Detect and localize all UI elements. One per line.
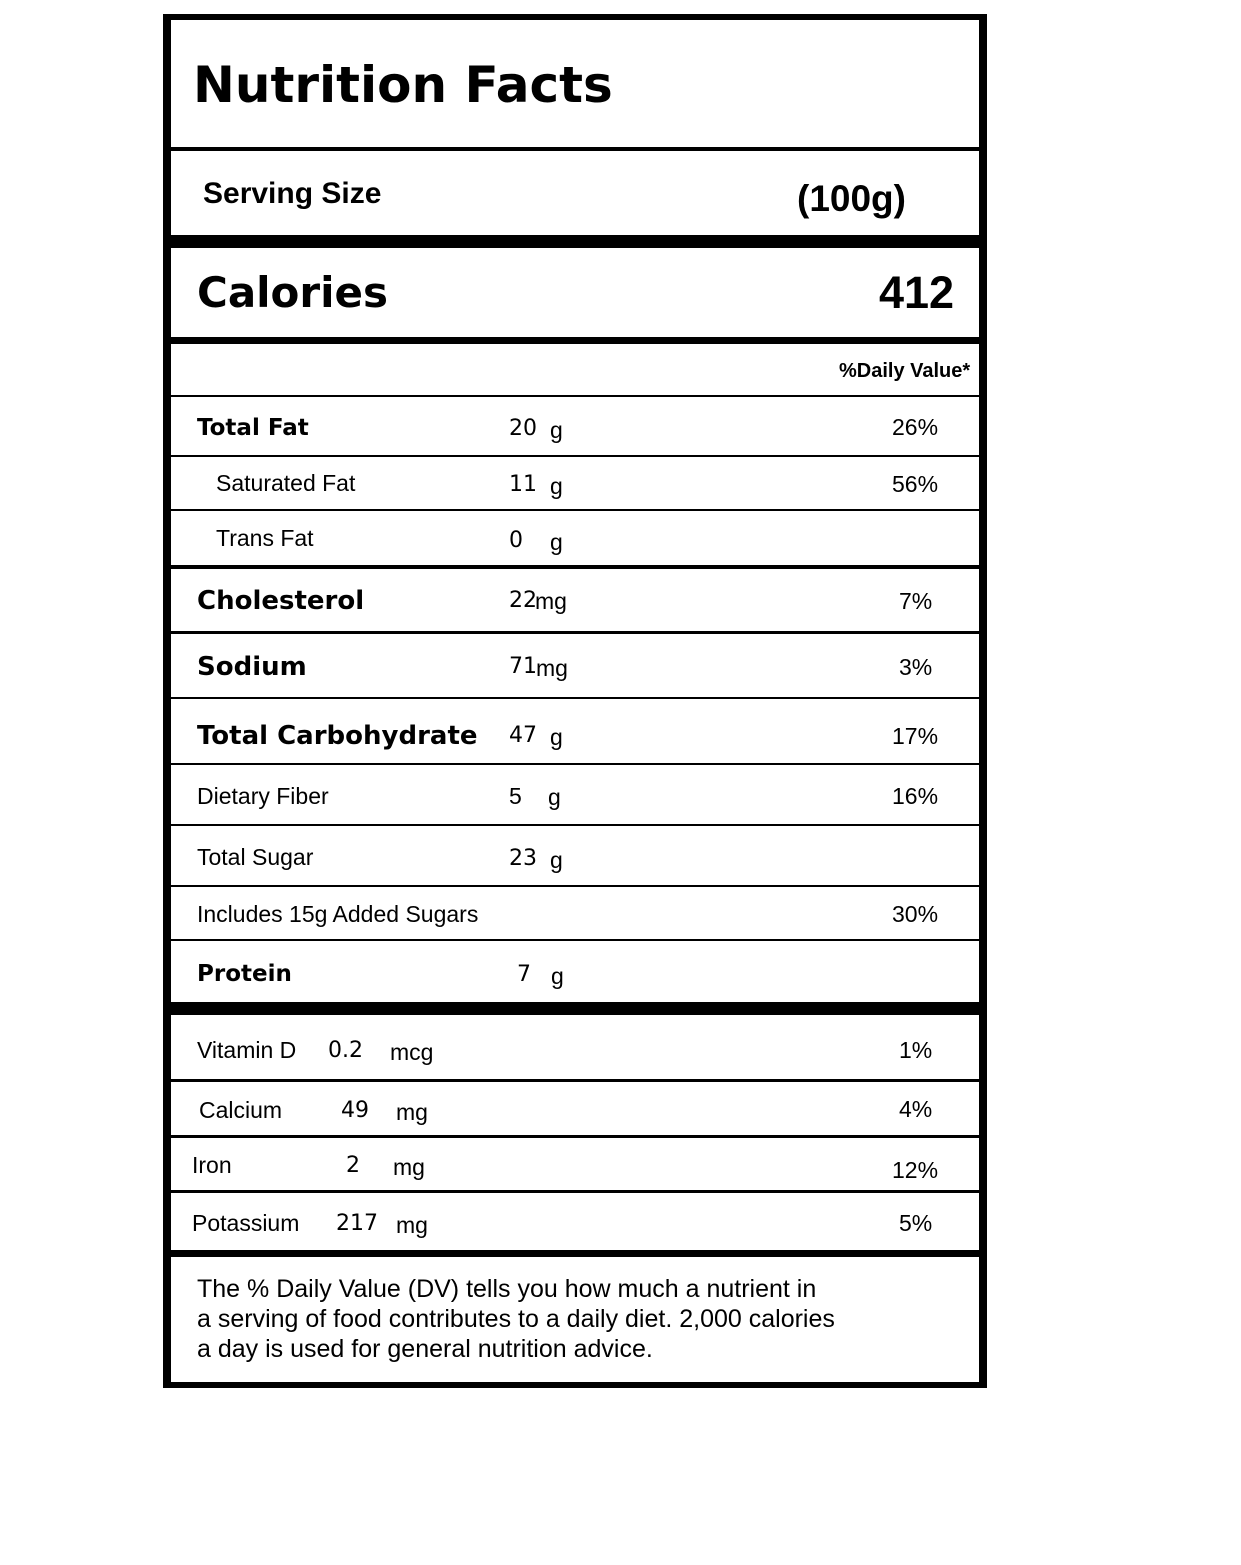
added-sugars-label: Includes 15g Added Sugars bbox=[197, 901, 479, 927]
total-carbohydrate-label: Total Carbohydrate bbox=[197, 721, 478, 751]
total-sugar-label: Total Sugar bbox=[197, 844, 314, 870]
saturated-fat-unit: g bbox=[550, 473, 563, 499]
cholesterol-dv: 7% bbox=[899, 588, 933, 614]
iron-unit: mg bbox=[393, 1154, 425, 1180]
sodium-label: Sodium bbox=[197, 652, 307, 682]
label-title: Nutrition Facts bbox=[193, 56, 613, 114]
vitamin-d-unit: mcg bbox=[390, 1039, 434, 1065]
calories-value: 412 bbox=[879, 267, 955, 318]
total-fat-dv: 26% bbox=[892, 414, 939, 440]
cholesterol-label: Cholesterol bbox=[197, 586, 365, 616]
total-sugar-unit: g bbox=[550, 847, 563, 873]
dietary-fiber-label: Dietary Fiber bbox=[197, 783, 329, 809]
thick-divider bbox=[169, 235, 983, 248]
iron-dv: 12% bbox=[892, 1157, 939, 1183]
calories-label: Calories bbox=[197, 268, 389, 317]
total-fat-amount: 20 bbox=[509, 416, 537, 441]
divider bbox=[169, 1190, 983, 1193]
dietary-fiber-dv: 16% bbox=[892, 783, 939, 809]
divider bbox=[169, 565, 983, 569]
potassium-amount: 217 bbox=[336, 1211, 378, 1236]
total-carbohydrate-amount: 47 bbox=[509, 723, 537, 748]
divider bbox=[169, 631, 983, 634]
divider bbox=[169, 1079, 983, 1082]
sodium-unit: mg bbox=[536, 655, 568, 681]
total-fat-label: Total Fat bbox=[197, 415, 309, 441]
trans-fat-label: Trans Fat bbox=[216, 525, 314, 551]
protein-unit: g bbox=[551, 963, 564, 989]
medium-divider bbox=[169, 1250, 983, 1257]
sodium-dv: 3% bbox=[899, 654, 933, 680]
added-sugars-dv: 30% bbox=[892, 901, 939, 927]
vitamin-d-amount: 0.2 bbox=[328, 1038, 363, 1063]
trans-fat-unit: g bbox=[550, 529, 563, 555]
divider bbox=[169, 1135, 983, 1138]
footnote-line: a serving of food contributes to a daily diet. 2,000 calories bbox=[197, 1305, 835, 1333]
calcium-amount: 49 bbox=[341, 1098, 369, 1123]
divider bbox=[169, 824, 983, 826]
total-sugar-amount: 23 bbox=[509, 846, 537, 871]
footnote-line: a day is used for general nutrition advice. bbox=[197, 1335, 653, 1363]
calcium-label: Calcium bbox=[199, 1097, 283, 1123]
total-carbohydrate-dv: 17% bbox=[892, 723, 939, 749]
saturated-fat-dv: 56% bbox=[892, 471, 939, 497]
calcium-unit: mg bbox=[396, 1099, 428, 1125]
footnote-line: The % Daily Value (DV) tells you how much a nutrient in bbox=[197, 1275, 817, 1303]
divider bbox=[169, 763, 983, 765]
dietary-fiber-amount: 5 bbox=[509, 783, 522, 809]
trans-fat-amount: 0 bbox=[509, 528, 523, 553]
iron-amount: 2 bbox=[346, 1153, 360, 1178]
total-fat-unit: g bbox=[550, 417, 563, 443]
divider bbox=[169, 509, 983, 511]
iron-label: Iron bbox=[192, 1152, 232, 1178]
cholesterol-amount: 22 bbox=[509, 588, 537, 613]
divider bbox=[169, 147, 983, 151]
thick-divider bbox=[169, 1002, 983, 1015]
saturated-fat-amount: 11 bbox=[509, 472, 537, 497]
label-border bbox=[163, 14, 987, 1388]
divider bbox=[169, 697, 983, 699]
sodium-amount: 71 bbox=[509, 654, 537, 679]
daily-value-header: %Daily Value* bbox=[839, 360, 971, 382]
medium-divider bbox=[169, 337, 983, 344]
potassium-unit: mg bbox=[396, 1212, 428, 1238]
protein-amount: 7 bbox=[517, 962, 531, 987]
nutrition-facts-label bbox=[163, 14, 987, 1390]
serving-size-value: (100g) bbox=[797, 178, 906, 219]
cholesterol-unit: mg bbox=[535, 588, 567, 614]
protein-label: Protein bbox=[197, 961, 292, 987]
vitamin-d-dv: 1% bbox=[899, 1037, 933, 1063]
potassium-dv: 5% bbox=[899, 1210, 933, 1236]
divider bbox=[169, 395, 983, 397]
divider bbox=[169, 939, 983, 941]
saturated-fat-label: Saturated Fat bbox=[216, 470, 356, 496]
dietary-fiber-unit: g bbox=[548, 784, 561, 810]
vitamin-d-label: Vitamin D bbox=[197, 1037, 297, 1063]
divider bbox=[169, 885, 983, 887]
serving-size-label: Serving Size bbox=[203, 177, 382, 210]
calcium-dv: 4% bbox=[899, 1096, 933, 1122]
divider bbox=[169, 455, 983, 457]
total-carbohydrate-unit: g bbox=[550, 724, 563, 750]
potassium-label: Potassium bbox=[192, 1210, 300, 1236]
